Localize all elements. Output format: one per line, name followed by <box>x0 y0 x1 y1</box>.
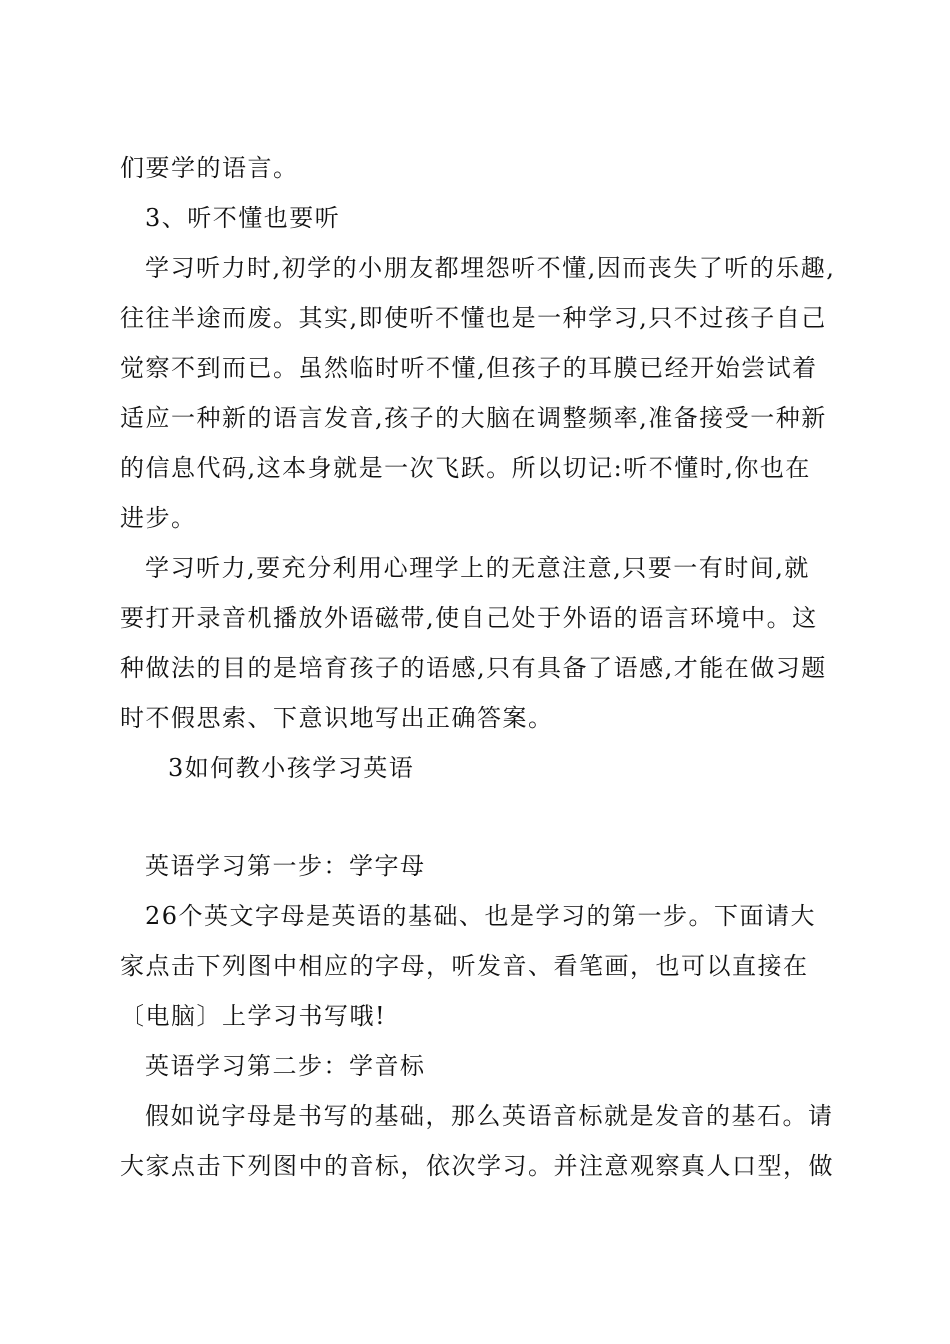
step-heading: 英语学习第一步：学字母 <box>145 852 426 880</box>
text-line: 大家点击下列图中的音标，依次学习。并注意观察真人口型，做 <box>120 1152 834 1180</box>
text-line: 进步。 <box>120 504 197 532</box>
text-line: 时不假思索、下意识地写出正确答案。 <box>120 704 554 732</box>
text-line: 〔电脑〕上学习书写哦! <box>120 1002 387 1030</box>
text-line: 们要学的语言。 <box>120 154 299 182</box>
text-line: 学习听力时,初学的小朋友都埋怨听不懂,因而丧失了听的乐趣, <box>145 254 836 282</box>
step-heading: 英语学习第二步：学音标 <box>145 1052 426 1080</box>
text-line: 的信息代码,这本身就是一次飞跃。所以切记:听不懂时,你也在 <box>120 454 811 482</box>
text-line: 适应一种新的语言发音,孩子的大脑在调整频率,准备接受一种新 <box>120 404 827 432</box>
text-line: 种做法的目的是培育孩子的语感,只有具备了语感,才能在做习题 <box>120 654 827 682</box>
text-line: 家点击下列图中相应的字母，听发音、看笔画，也可以直接在 <box>120 952 809 980</box>
text-line: 往往半途而废。其实,即使听不懂也是一种学习,只不过孩子自己 <box>120 304 827 332</box>
text-line: 要打开录音机播放外语磁带,使自己处于外语的语言环境中。这 <box>120 604 818 632</box>
section-title: 3如何教小孩学习英语 <box>168 754 415 782</box>
text-line: 觉察不到而已。虽然临时听不懂,但孩子的耳膜已经开始尝试着 <box>120 354 818 382</box>
text-line: 26个英文字母是英语的基础、也是学习的第一步。下面请大 <box>145 902 817 930</box>
text-line: 假如说字母是书写的基础，那么英语音标就是发音的基石。请 <box>145 1102 834 1130</box>
section-heading: 3、听不懂也要听 <box>145 204 341 232</box>
text-line: 学习听力,要充分利用心理学上的无意注意,只要一有时间,就 <box>145 554 810 582</box>
